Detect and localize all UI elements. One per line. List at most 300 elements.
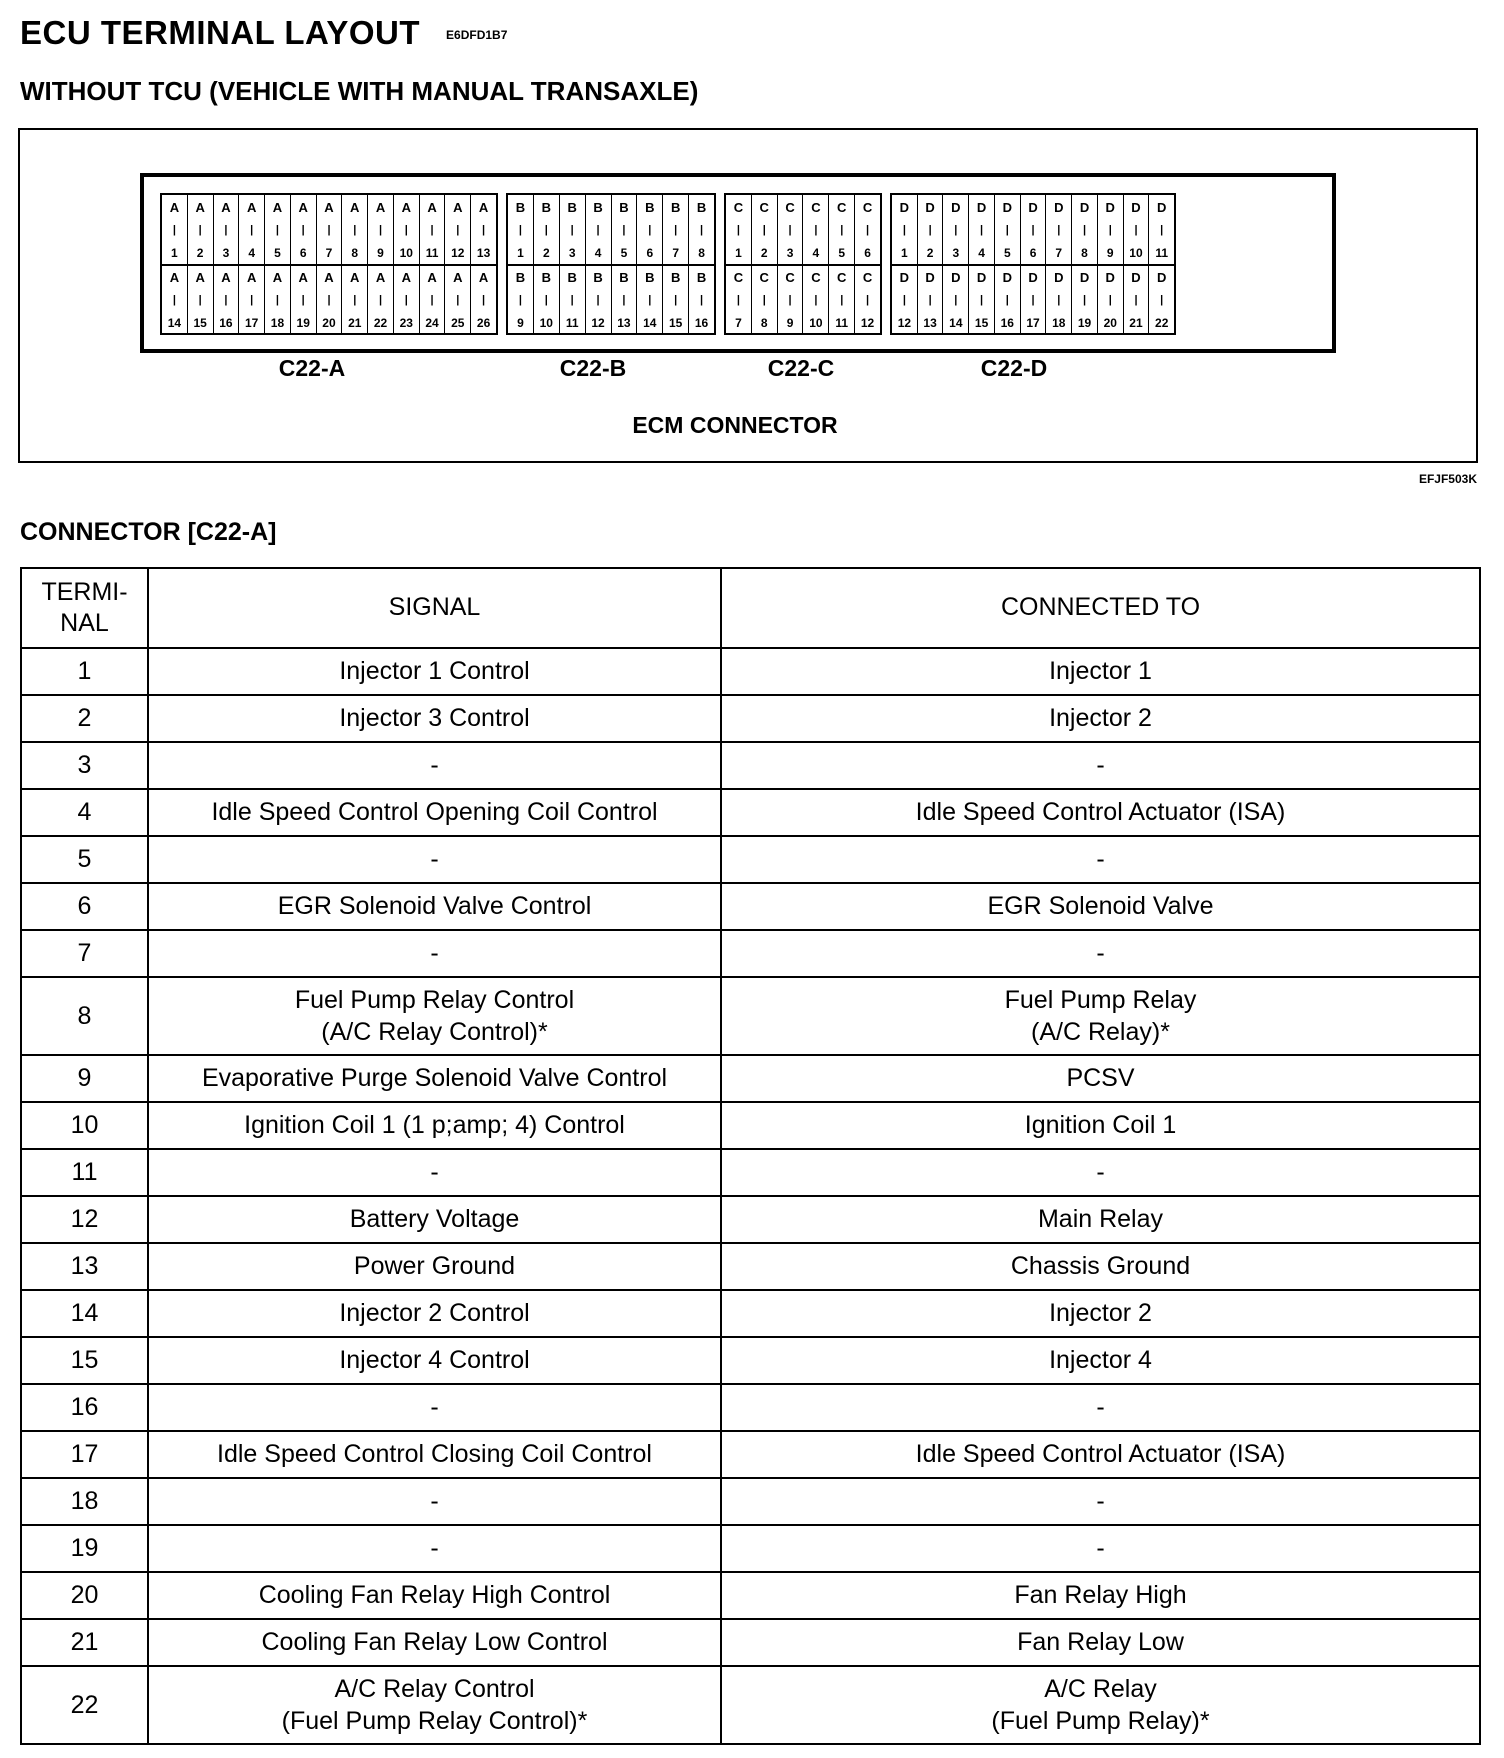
- pin-letter: D: [1131, 270, 1141, 285]
- cell-line: Injector 4 Control: [339, 1346, 530, 1374]
- table-row: [21, 1290, 1480, 1337]
- connected-to-cell: [721, 1384, 1480, 1431]
- connector-label-d: C22-D: [980, 355, 1048, 381]
- pin-number: 8: [1081, 246, 1088, 260]
- cell-line: Injector 2: [1049, 1299, 1152, 1327]
- pin-bar: |: [814, 294, 818, 306]
- pin-bar: |: [378, 224, 383, 236]
- pin-letter: A: [375, 270, 386, 285]
- pin-letter: A: [298, 270, 308, 285]
- pin-number: 12: [451, 246, 465, 260]
- connector-pin: [726, 265, 752, 334]
- pin-letter: B: [670, 270, 681, 285]
- pin-bar: |: [700, 294, 704, 306]
- pin-bar: |: [250, 224, 254, 236]
- pin-letter: A: [350, 270, 360, 285]
- pin-bar: |: [928, 224, 932, 236]
- pin-bar: |: [275, 294, 279, 306]
- signal-cell: [148, 789, 721, 836]
- pin-bar: |: [301, 224, 305, 236]
- pin-letter: B: [593, 270, 603, 285]
- pin-letter: C: [733, 200, 744, 215]
- pin-number: 9: [517, 316, 524, 330]
- pin-bar: |: [814, 224, 818, 236]
- connector-pin: [445, 195, 471, 264]
- table-row: [21, 1619, 1480, 1666]
- cell-line: Fan Relay Low: [1017, 1628, 1184, 1656]
- pin-number: 1: [735, 246, 742, 260]
- connector-pin: [265, 195, 291, 264]
- cell-line: -: [1096, 751, 1105, 779]
- pin-letter: D: [1105, 200, 1115, 215]
- connector-pin: [162, 195, 188, 264]
- pin-bar: |: [736, 294, 740, 306]
- cell-line: -: [430, 1534, 439, 1562]
- pin-number: 9: [786, 316, 794, 330]
- pin-bar: |: [1005, 294, 1009, 306]
- terminal-table: [20, 567, 1481, 1745]
- pin-bar: |: [648, 294, 652, 306]
- cell-line: -: [1096, 939, 1105, 967]
- pin-letter: C: [837, 200, 847, 215]
- table-row: [21, 742, 1480, 789]
- terminal-cell: 21: [21, 1619, 148, 1666]
- connector-pin: [239, 265, 265, 334]
- terminal-cell: 14: [21, 1290, 148, 1337]
- connected-to-cell: [721, 1619, 1480, 1666]
- pin-number: 4: [978, 246, 985, 260]
- cell-line: Ignition Coil 1: [1024, 1111, 1177, 1139]
- table-row: [21, 1384, 1480, 1431]
- pin-number: 17: [1026, 316, 1040, 330]
- pin-letter: D: [1079, 270, 1090, 285]
- table-row: [21, 1149, 1480, 1196]
- pin-number: 16: [219, 316, 233, 330]
- pin-bar: |: [1108, 294, 1112, 306]
- connector-pin: [1098, 265, 1124, 334]
- table-row: [21, 789, 1480, 836]
- cell-line: -: [1096, 845, 1105, 873]
- connector-pin: [1021, 265, 1047, 334]
- connected-to-cell: [721, 1243, 1480, 1290]
- pin-number: 2: [760, 246, 768, 260]
- connector-pin: [291, 195, 317, 264]
- pin-letter: B: [593, 200, 603, 215]
- pin-bar: |: [622, 224, 626, 236]
- connector-pin: [778, 195, 804, 264]
- pin-letter: A: [246, 200, 257, 215]
- connector-pin: [586, 265, 612, 334]
- signal-cell: [148, 695, 721, 742]
- connector-pin: [394, 265, 420, 334]
- pin-letter: A: [272, 270, 283, 285]
- table-row: [21, 648, 1480, 695]
- pin-letter: A: [169, 200, 180, 215]
- title-text: ECU TERMINAL LAYOUT: [20, 14, 421, 51]
- terminal-cell: 10: [21, 1102, 148, 1149]
- ecm-connector-body: [140, 173, 1336, 353]
- cell-line: (A/C Relay)*: [1031, 1018, 1170, 1046]
- connector-pin: [892, 265, 918, 334]
- pin-number: 21: [1129, 316, 1143, 330]
- signal-cell: [148, 1102, 721, 1149]
- pin-letter: C: [811, 200, 821, 215]
- terminal-cell: 5: [21, 836, 148, 883]
- terminal-cell: 6: [21, 883, 148, 930]
- pin-row-bottom: [892, 265, 1174, 334]
- connector-pin: [586, 195, 612, 264]
- signal-cell: [148, 930, 721, 977]
- cell-line: -: [1096, 1393, 1105, 1421]
- connector-pin: [969, 195, 995, 264]
- pin-bar: |: [430, 224, 434, 236]
- cell-line: Power Ground: [353, 1252, 516, 1280]
- pin-letter: C: [759, 270, 769, 285]
- cell-line: Main Relay: [1037, 1205, 1164, 1233]
- pin-bar: |: [1031, 294, 1035, 306]
- connector-pin: [188, 195, 214, 264]
- pin-bar: |: [1082, 224, 1087, 236]
- signal-cell: [148, 1619, 721, 1666]
- connector-pin: [892, 195, 918, 264]
- cell-line: Fan Relay High: [1014, 1581, 1187, 1609]
- connector-pin: [214, 195, 240, 264]
- table-row: [21, 883, 1480, 930]
- pin-number: 12: [897, 316, 912, 330]
- table-row: [21, 1572, 1480, 1619]
- pin-number: 15: [669, 316, 683, 330]
- connected-to-cell: [721, 648, 1480, 695]
- signal-cell: [148, 1666, 721, 1744]
- pin-number: 11: [835, 316, 849, 330]
- pin-bar: |: [762, 294, 766, 306]
- cell-line: PCSV: [1066, 1064, 1135, 1092]
- pin-bar: |: [198, 294, 202, 306]
- cell-line: Injector 2 Control: [339, 1299, 530, 1327]
- connector-pin: [368, 195, 394, 264]
- pin-letter: A: [427, 270, 437, 285]
- pin-letter: D: [899, 200, 910, 215]
- figure-code: EFJF503K: [1418, 472, 1477, 486]
- pin-number: 21: [348, 316, 362, 330]
- signal-cell: [148, 648, 721, 695]
- cell-line: Injector 2: [1049, 704, 1152, 732]
- pin-number: 4: [248, 246, 256, 260]
- pin-bar: |: [980, 294, 984, 306]
- table-row: [21, 1337, 1480, 1384]
- connector-pin: [534, 265, 560, 334]
- connected-to-cell: [721, 1337, 1480, 1384]
- pin-bar: |: [404, 224, 408, 236]
- pin-letter: A: [169, 270, 180, 285]
- connector-block-b: [506, 193, 716, 335]
- pin-number: 13: [923, 316, 937, 330]
- pin-bar: |: [866, 294, 870, 306]
- connected-to-cell: [721, 1478, 1480, 1525]
- pin-number: 10: [399, 246, 413, 260]
- pin-row-bottom: [508, 265, 714, 334]
- connector-pin: [803, 195, 829, 264]
- pin-bar: |: [353, 224, 357, 236]
- connector-pin: [560, 265, 586, 334]
- pin-number: 14: [643, 316, 657, 330]
- pin-letter: A: [298, 200, 308, 215]
- pin-bar: |: [570, 294, 574, 306]
- pin-number: 18: [1052, 316, 1066, 330]
- connector-pin: [637, 265, 663, 334]
- table-row: [21, 1196, 1480, 1243]
- connected-to-cell: [721, 930, 1480, 977]
- pin-bar: |: [544, 224, 548, 236]
- cell-line: Injector 1: [1049, 657, 1152, 685]
- pin-bar: |: [301, 294, 305, 306]
- pin-number: 8: [698, 246, 705, 260]
- pin-number: 15: [193, 316, 207, 330]
- column-header-terminal: TERMI- NAL: [21, 568, 148, 648]
- connected-to-cell: [721, 1572, 1480, 1619]
- pin-bar: |: [1057, 224, 1061, 236]
- connector-pin: [1021, 195, 1047, 264]
- pin-number: 19: [1077, 316, 1092, 330]
- pin-bar: |: [327, 224, 331, 236]
- ecm-connector-label: ECM CONNECTOR: [632, 412, 838, 438]
- connected-to-cell: [721, 836, 1480, 883]
- terminal-cell: 2: [21, 695, 148, 742]
- connector-pin: [214, 265, 240, 334]
- table-row: [21, 1525, 1480, 1572]
- pin-letter: A: [221, 200, 231, 215]
- pin-bar: |: [736, 224, 740, 236]
- terminal-cell: 11: [21, 1149, 148, 1196]
- pin-bar: |: [430, 294, 434, 306]
- column-header-signal: SIGNAL: [148, 568, 721, 648]
- signal-cell: [148, 836, 721, 883]
- cell-line: Injector 4: [1049, 1346, 1152, 1374]
- pin-number: 3: [786, 246, 794, 260]
- connector-pin: [420, 195, 446, 264]
- pin-bar: |: [570, 224, 574, 236]
- cell-line: Idle Speed Control Actuator (ISA): [915, 1440, 1286, 1468]
- pin-letter: D: [976, 200, 987, 215]
- connected-to-cell: [721, 977, 1480, 1055]
- connector-pin: [1149, 195, 1174, 264]
- pin-number: 9: [377, 246, 384, 260]
- pin-letter: D: [899, 270, 910, 285]
- pin-number: 13: [617, 316, 631, 330]
- pin-letter: C: [785, 200, 795, 215]
- pin-bar: |: [788, 224, 792, 236]
- connector-pin: [162, 265, 188, 334]
- pin-letter: A: [195, 270, 205, 285]
- pin-letter: C: [862, 270, 873, 285]
- connector-pin: [855, 265, 880, 334]
- pin-number: 15: [974, 316, 989, 330]
- connector-label-a: C22-A: [278, 355, 346, 381]
- signal-cell: [148, 883, 721, 930]
- terminal-cell: 1: [21, 648, 148, 695]
- pin-letter: B: [670, 200, 681, 215]
- pin-letter: B: [619, 200, 629, 215]
- pin-number: 5: [1003, 246, 1011, 260]
- signal-cell: [148, 1243, 721, 1290]
- pin-bar: |: [622, 294, 626, 306]
- pin-number: 3: [952, 246, 960, 260]
- pin-letter: B: [696, 270, 707, 285]
- cell-line: Battery Voltage: [349, 1205, 520, 1233]
- cell-line: Idle Speed Control Actuator (ISA): [915, 798, 1286, 826]
- terminal-cell: 8: [21, 977, 148, 1055]
- pin-bar: |: [648, 224, 652, 236]
- pin-bar: |: [762, 224, 766, 236]
- cell-line: Cooling Fan Relay Low Control: [261, 1628, 608, 1656]
- pin-letter: D: [925, 270, 935, 285]
- pin-bar: |: [456, 224, 460, 236]
- signal-cell: [148, 1525, 721, 1572]
- pin-number: 20: [322, 316, 336, 330]
- connected-to-cell: [721, 1149, 1480, 1196]
- cell-line: A/C Relay: [1044, 1674, 1157, 1703]
- signal-cell: [148, 1478, 721, 1525]
- pin-bar: |: [788, 294, 792, 306]
- pin-letter: D: [1105, 270, 1115, 285]
- connector-block-c: [724, 193, 882, 335]
- cell-line: Injector 1 Control: [339, 657, 530, 685]
- pin-bar: |: [544, 294, 548, 306]
- cell-line: -: [1096, 1534, 1105, 1562]
- pin-letter: D: [1054, 270, 1064, 285]
- pin-number: 10: [809, 316, 823, 330]
- pin-number: 3: [568, 246, 576, 260]
- pin-bar: |: [1134, 294, 1138, 306]
- pin-number: 1: [517, 246, 524, 260]
- pin-letter: A: [195, 200, 205, 215]
- connector-pin: [471, 195, 496, 264]
- pin-bar: |: [700, 224, 704, 236]
- pin-bar: |: [518, 224, 522, 236]
- pin-letter: D: [1002, 200, 1012, 215]
- pin-letter: A: [401, 270, 411, 285]
- pin-letter: B: [696, 200, 707, 215]
- pin-bar: |: [224, 224, 228, 236]
- cell-line: -: [430, 939, 439, 967]
- connector-pin: [317, 195, 343, 264]
- pin-bar: |: [902, 294, 906, 306]
- terminal-cell: 15: [21, 1337, 148, 1384]
- connector-label-c: C22-C: [767, 355, 835, 381]
- pin-bar: |: [224, 294, 228, 306]
- connected-to-cell: [721, 789, 1480, 836]
- signal-cell: [148, 1055, 721, 1102]
- connector-pin: [508, 195, 534, 264]
- connector-pin: [188, 265, 214, 334]
- cell-line: A/C Relay Control: [334, 1674, 535, 1703]
- connector-label-b: C22-B: [559, 355, 627, 381]
- terminal-cell: 7: [21, 930, 148, 977]
- connector-pin: [1046, 265, 1072, 334]
- connector-pin: [663, 265, 689, 334]
- pin-number: 7: [325, 246, 333, 260]
- pin-number: 5: [838, 246, 846, 260]
- pin-bar: |: [172, 224, 176, 236]
- connector-pin: [1072, 265, 1098, 334]
- connector-pin: [803, 265, 829, 334]
- connector-pin: [752, 195, 778, 264]
- cell-line: -: [430, 845, 439, 873]
- pin-number: 8: [760, 316, 768, 330]
- pin-letter: D: [1002, 270, 1012, 285]
- pin-number: 14: [949, 316, 963, 330]
- pin-letter: D: [1157, 270, 1167, 285]
- pin-bar: |: [1082, 294, 1087, 306]
- pin-bar: |: [1160, 294, 1164, 306]
- pin-bar: |: [954, 224, 958, 236]
- terminal-cell: 9: [21, 1055, 148, 1102]
- pin-letter: A: [324, 270, 334, 285]
- table-row: [21, 695, 1480, 742]
- pin-letter: A: [453, 270, 463, 285]
- pin-letter: A: [453, 200, 463, 215]
- pin-bar: |: [250, 294, 254, 306]
- pin-number: 6: [864, 246, 871, 260]
- pin-letter: A: [272, 200, 283, 215]
- pin-letter: C: [837, 270, 847, 285]
- table-row: [21, 1243, 1480, 1290]
- pin-bar: |: [353, 294, 357, 306]
- pin-bar: |: [840, 294, 844, 306]
- pin-bar: |: [378, 294, 383, 306]
- connector-pin: [829, 195, 855, 264]
- pin-letter: A: [427, 200, 437, 215]
- connector-pin: [612, 265, 638, 334]
- table-header-row: [21, 568, 1480, 648]
- cell-line: -: [1096, 1158, 1105, 1186]
- connector-block-a: [160, 193, 498, 335]
- cell-line: -: [430, 1158, 439, 1186]
- pin-bar: |: [1134, 224, 1138, 236]
- pin-bar: |: [980, 224, 984, 236]
- pin-number: 23: [399, 316, 413, 330]
- signal-cell: [148, 1384, 721, 1431]
- connected-to-cell: [721, 695, 1480, 742]
- table-body: [21, 648, 1480, 1744]
- table-row: [21, 1431, 1480, 1478]
- cell-line: Injector 3 Control: [339, 704, 530, 732]
- signal-cell: [148, 1431, 721, 1478]
- connector-pin: [855, 195, 880, 264]
- pin-number: 9: [1106, 246, 1114, 260]
- connector-pin: [918, 195, 944, 264]
- pin-letter: D: [951, 200, 961, 215]
- cell-line: Chassis Ground: [1010, 1252, 1191, 1280]
- pin-number: 7: [672, 246, 680, 260]
- cell-line: Idle Speed Control Opening Coil Control: [211, 798, 658, 826]
- ecm-connector-figure: [18, 128, 1478, 463]
- table-row: [21, 1102, 1480, 1149]
- connector-pin: [342, 195, 368, 264]
- connector-pin: [420, 265, 446, 334]
- pin-number: 11: [1155, 246, 1169, 260]
- pin-number: 3: [222, 246, 230, 260]
- pin-bar: |: [1005, 224, 1009, 236]
- pin-bar: |: [482, 224, 486, 236]
- table-row: [21, 930, 1480, 977]
- terminal-cell: 20: [21, 1572, 148, 1619]
- connector-pin: [239, 195, 265, 264]
- pin-letter: D: [1028, 270, 1038, 285]
- pin-number: 12: [591, 316, 605, 330]
- pin-letter: B: [567, 200, 577, 215]
- connector-pin: [637, 195, 663, 264]
